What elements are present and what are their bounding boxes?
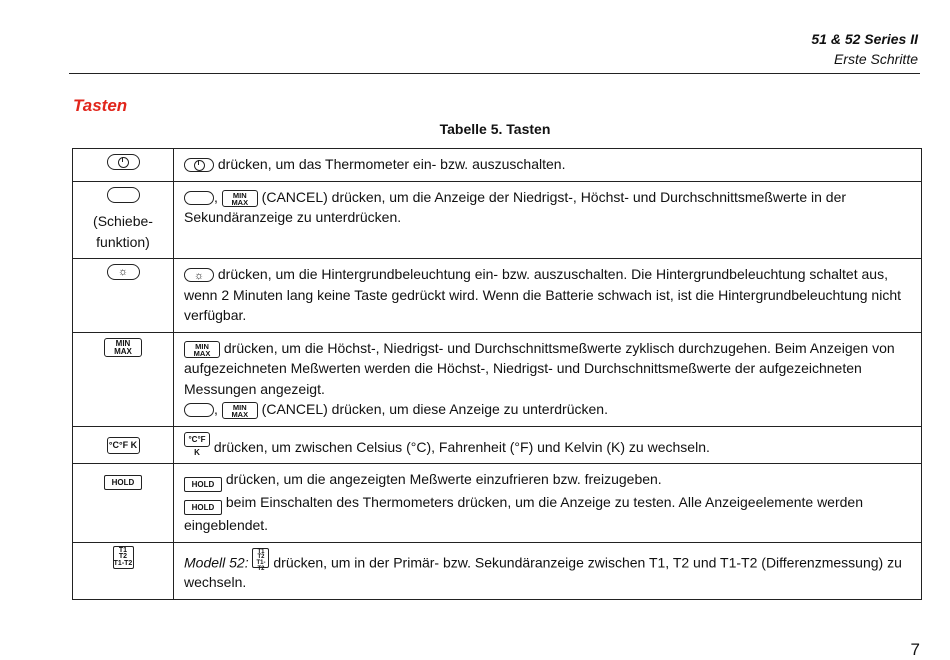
header-chapter: Erste Schritte [833,51,918,67]
table-caption: Tabelle 5. Tasten [439,121,551,137]
minmax-key-inline-icon: MIN MAX [184,341,220,358]
tsel-description: drücken, um in der Primär- bzw. Sekundäranzeige zwischen T1, T2 und T1-T2 (Differenzmessung) zu wechseln. [184,553,902,591]
desc-cell-units [174,426,922,464]
power-key-icon [107,154,140,170]
power-key-inline-icon [184,158,214,172]
table-row-power [73,149,922,182]
units-description-c: ) und Kelvin (K) zu wechseln. [528,438,710,455]
hold-key-icon: HOLD [104,475,142,490]
backlight-key-inline-icon: ☼ [184,268,214,282]
key-cell-tsel [73,542,174,599]
slide-description: (CANCEL) drücken, um die Anzeige der Niedrigst-, Höchst- und Durchschnittsmeßwerte in der Sekundäranzeige zu unterdrücken. [184,188,847,225]
minmax-key-inline-icon: MIN MAX [222,402,258,419]
key-cell-slide [73,181,174,259]
minmax-key-icon: MIN MAX [104,338,142,357]
table-row-hold [73,464,922,543]
desc-cell-hold [174,464,922,543]
header-rule [69,73,920,74]
desc-cell-backlight [174,259,922,333]
key-cell-power [73,149,174,182]
hold-key-inline-icon: HOLD [184,477,222,492]
key-cell-hold [73,464,174,543]
desc-cell-tsel [174,542,922,599]
table-row-slide [73,181,922,259]
backlight-description: drücken, um die Hintergrundbeleuchtung ein- bzw. auszuschalten. Die Hintergrundbeleuchtung schaltet aus, wenn 2 Minuten lang keine Taste gedrückt wird. Wenn die Batterie schwach ist, ist die Hintergrundbeleuchtung nicht verfügbar. [184,266,902,323]
units-description-b: ), Fahrenheit ( [426,438,515,455]
table-row-tsel [73,542,922,599]
t1-t2-key-inline-icon: T1 T2 T1-T2 [252,548,269,568]
unit-key-icon: °C°F K [107,437,140,454]
table-row-units [73,426,922,464]
minmax-cancel-description: (CANCEL) drücken, um diese Anzeige zu unterdrücken. [261,401,608,417]
desc-cell-power [174,149,922,182]
table-row-backlight [73,259,922,333]
t1-t2-key-icon: T1 T2 T1-T2 [113,546,133,567]
power-description: drücken, um das Thermometer ein- bzw. auszuschalten. [217,156,566,172]
hold-key-inline-icon: HOLD [184,500,222,515]
hold-description-2: beim Einschalten des Thermometers drücken, um die Anzeige zu testen. Alle Anzeigeelemente werden eingeblendet. [184,494,863,533]
desc-cell-minmax [174,332,922,426]
keys-table [72,148,922,600]
key-cell-units [73,426,174,464]
minmax-separator: , [214,401,218,417]
minmax-key-inline-icon: MIN MAX [222,190,258,207]
slide-separator: , [214,188,218,205]
desc-cell-slide [174,181,922,259]
celsius-symbol: °C [410,438,427,455]
blank-key-inline-icon [184,191,214,205]
fahrenheit-symbol: °F [514,438,529,455]
hold-description-1: drücken, um die angezeigten Meßwerte einzufrieren bzw. freizugeben. [225,471,662,487]
minmax-description: drücken, um die Höchst-, Niedrigst- und Durchschnittsmeßwerte zyklisch durchzugehen. Beim Anzeigen von aufgezeichneten Meßwerten werden die Höchst-, Niedrigst- und Durchschnittsmeßwerte der aufgezeichneten Messungen angezeigt. [184,339,895,397]
blank-key-inline-icon [184,403,214,417]
units-description-a: drücken, um zwischen Celsius ( [213,438,411,455]
section-title: Tasten [73,96,128,115]
slide-function-note: (Schiebe-funktion) [93,213,153,250]
blank-key-icon [107,187,140,203]
key-cell-backlight [73,259,174,333]
table-row-minmax [73,332,922,426]
model-label: Modell 52: [184,553,249,570]
backlight-key-icon: ☼ [107,264,140,280]
unit-key-inline-icon: °C°F K [184,432,210,447]
page-number: 7 [910,640,920,659]
header-series: 51 & 52 Series II [811,31,918,47]
key-cell-minmax [73,332,174,426]
